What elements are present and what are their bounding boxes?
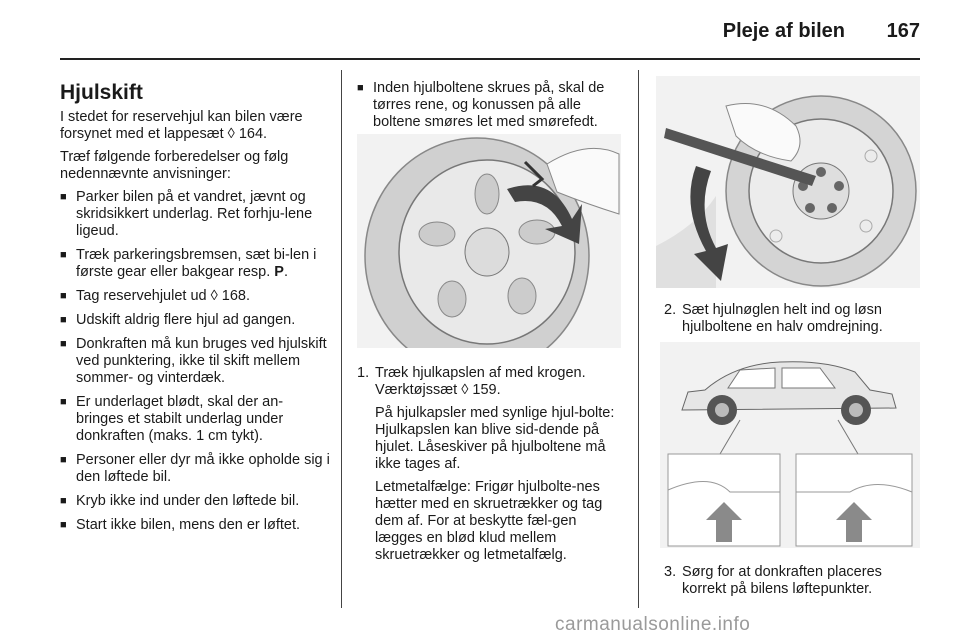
gear-p-suffix: . [283, 264, 288, 280]
jack-points-illustration [660, 342, 920, 548]
list-item: ■ Er underlaget blødt, skal der an-bringes et stabilt underlag under donkraften (maks. 1 cm tykt). [60, 394, 330, 445]
header-title: Pleje af bilen [722, 20, 845, 42]
gear-p: P [274, 264, 284, 280]
column-3-step-2 [664, 302, 924, 342]
step-2 [664, 302, 924, 336]
step-note: På hjulkapsler med synlige hjul-bolte: Hjulkapslen kan blive sid-dende på hjulet. Låseskiver på hjulboltene må ikke tages af. [375, 405, 615, 472]
preparation-list [60, 189, 330, 534]
header-rule [60, 58, 920, 60]
step-text: Sørg for at donkraften placeres korrekt på bilens løftepunkter. [682, 564, 882, 597]
column-divider [638, 70, 639, 608]
step-list [664, 302, 924, 336]
page-number: 167 [886, 20, 920, 42]
column-2-steps [357, 365, 625, 570]
list-item: ■ Personer eller dyr må ikke opholde sig i den løftede bil. [60, 452, 330, 486]
bolt-list [357, 80, 625, 131]
list-item: ■ Tag reservehjulet ud ◊ 168. [60, 288, 330, 305]
list-item: ■ Udskift aldrig flere hjul ad gangen. [60, 312, 330, 329]
prep-paragraph: Træf følgende forberedelser og følg nedennævnte anvisninger: [60, 149, 289, 182]
step-list [664, 564, 924, 598]
wheel-bolt-illustration [656, 76, 920, 288]
section-heading: Hjulskift [60, 81, 143, 104]
list-item: ■ Kryb ikke ind under den løftede bil. [60, 493, 330, 510]
step-number: 1. [357, 365, 370, 381]
column-3-step-3 [664, 564, 924, 604]
step-list [357, 365, 625, 564]
list-item: ■ Donkraften må kun bruges ved hjulskift ved punktering, ikke til skift mellem sommer- og vinterdæk. [60, 336, 330, 387]
hubcap-removal-illustration [357, 134, 621, 348]
column-2 [357, 80, 625, 138]
list-item: ■ Inden hjulboltene skrues på, skal de tørres rene, og konussen på alle boltene smøres let med smørefedt. [357, 80, 625, 131]
column-1 [60, 80, 330, 541]
intro-paragraph: I stedet for reservehjul kan bilen være forsynet med et lappesæt ◊ 164. [60, 109, 303, 142]
step-text: Træk hjulkapslen af med krogen. Værktøjssæt ◊ 159. [375, 365, 586, 398]
list-item-text: Træk parkeringsbremsen, sæt bi-len i første gear eller bakgear resp. [76, 247, 317, 280]
list-item: ■ Start ikke bilen, mens den er løftet. [60, 517, 330, 534]
step-text: Sæt hjulnøglen helt ind og løsn hjulboltene en halv omdrejning. [682, 302, 883, 335]
list-item [60, 247, 330, 281]
step-number: 2. [664, 302, 677, 318]
step-1 [357, 365, 625, 564]
step-note: Letmetalfælge: Frigør hjulbolte-nes hætter med en skruetrækker og tag dem af. For at beskytte fæl-gen lægges en blød klud mellem skruetrækker og letmetalfælg. [375, 479, 603, 563]
step-number: 3. [664, 564, 677, 580]
column-divider [341, 70, 342, 608]
list-item: ■ Parker bilen på et vandret, jævnt og skridsikkert underlag. Ret forhju-lene ligeud. [60, 189, 330, 240]
watermark: carmanualsonline.info [555, 614, 751, 635]
step-3 [664, 564, 924, 598]
